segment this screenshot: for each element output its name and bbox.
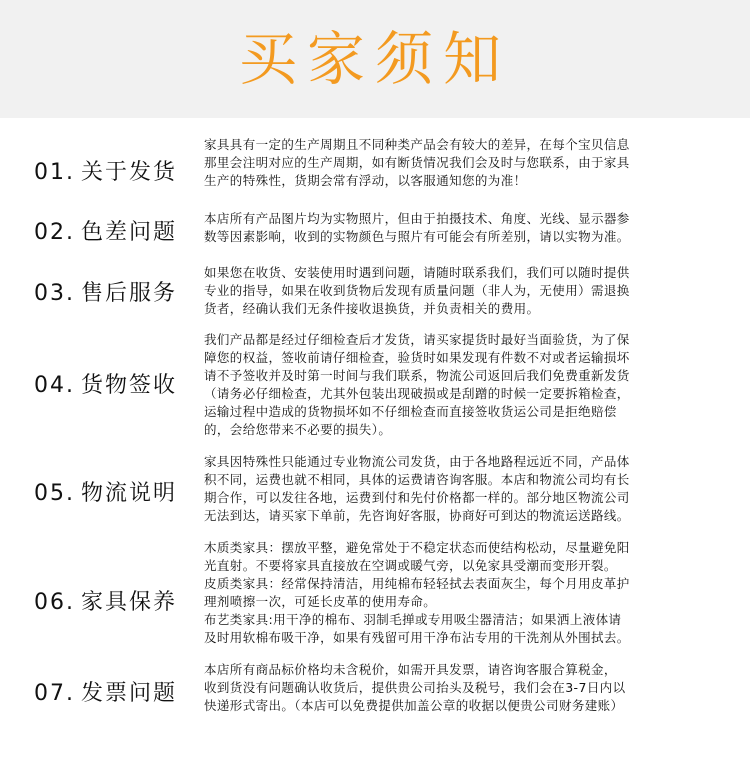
section-number: 04. (34, 373, 75, 398)
body-line: 本店所有产品图片均为实物照片，但由于拍摄技术、角度、光线、显示器参 (204, 211, 630, 226)
section-body (204, 539, 722, 647)
section-invoice (0, 656, 750, 724)
body-line: 数等因素影响，收到的实物颜色与照片有可能会有所差别，请以实物为准。 (204, 229, 630, 244)
body-line: 皮质类家具：经常保持清洁，用纯棉布轻轻拭去表面灰尘，每个月用皮革护 (204, 576, 630, 591)
body-line: 家具具有一定的生产周期且不同种类产品会有较大的差异，在每个宝贝信息 (204, 137, 630, 152)
body-line: 期合作，可以发往各地，运费到付和先付价格都一样的。部分地区物流公司 (204, 490, 630, 505)
section-body (204, 210, 722, 246)
section-after-sales (0, 258, 750, 320)
section-receipt (0, 328, 750, 440)
section-body (204, 661, 722, 715)
section-number: 03. (34, 281, 75, 306)
section-label (34, 368, 199, 399)
body-line: 家具因特殊性只能通过专业物流公司发货，由于各地路程远近不同，产品体 (204, 454, 630, 469)
body-line: 快递形式寄出。（本店可以免费提供加盖公章的收据以便贵公司财务建账） (204, 698, 624, 713)
page-title: 买家须知 (238, 25, 511, 93)
section-number: 06. (34, 590, 75, 615)
body-line: 及时用软棉布吸干净，如果有残留可用干净布沾专用的干洗剂从外围拭去。 (204, 630, 630, 645)
body-line: 那里会注明对应的生产周期，如有断货情况我们会及时与您联系，由于家具 (204, 155, 630, 170)
body-line: 运输过程中造成的货物损坏如不仔细检查而直接签收货运公司是拒绝赔偿 (204, 404, 617, 419)
section-number: 05. (34, 481, 75, 506)
section-title: 货物签收 (81, 373, 178, 398)
section-body (204, 136, 722, 190)
body-line: 木质类家具：摆放平整，避免常处于不稳定状态而使结构松动，尽量避免阳 (204, 540, 630, 555)
section-title: 家具保养 (81, 590, 178, 615)
body-line: 如果您在收货、安装使用时遇到问题，请随时联系我们，我们可以随时提供 (204, 265, 630, 280)
body-line: 收到货没有问题确认收货后，提供贵公司抬头及税号，我们会在3-7日内以 (204, 680, 626, 695)
section-number: 07. (34, 681, 75, 706)
body-line: 本店所有商品标价格均未含税价，如需开具发票，请咨询客服合算税金， (204, 662, 617, 677)
section-color-difference (0, 204, 750, 254)
body-line: 的，会给您带来不必要的损失）。 (204, 422, 392, 437)
section-title: 关于发货 (81, 160, 178, 185)
body-line: 货者，经确认我们无条件接收退换货，并负责相关的费用。 (204, 301, 540, 316)
body-line: 光直射。不要将家具直接放在空调或暖气旁，以免家具受潮而变形开裂。 (204, 558, 617, 573)
section-body (204, 453, 722, 525)
section-label (34, 276, 199, 307)
body-line: 我们产品都是经过仔细检查后才发货，请买家提货时最好当面验货，为了保 (204, 332, 630, 347)
body-line: 无法到达，请买家下单前，先咨询好客服，协商好可到达的物流运送路线。 (204, 508, 630, 523)
header-banner (0, 0, 750, 118)
body-line: 生产的特殊性，货期会常有浮动，以客服通知您的为准！ (204, 173, 527, 188)
body-line: 积不同，运费也就不相同，具体的运费请咨询客服。本店和物流公司均有长 (204, 472, 630, 487)
section-logistics (0, 448, 750, 528)
section-shipping (0, 126, 750, 196)
body-line: （请务必仔细检查，尤其外包装出现破损或是刮蹭的时候一定要拆箱检查， (204, 386, 630, 401)
body-line: 请不予签收并及时第一时间与我们联系，物流公司返回后我们免费重新发货 (204, 368, 630, 383)
section-label (34, 155, 199, 186)
section-title: 色差问题 (81, 220, 178, 245)
section-body (204, 331, 722, 439)
body-line: 理剂喷擦一次，可延长皮革的使用寿命。 (204, 594, 437, 609)
body-line: 布艺类家具:用干净的棉布、羽制毛掸或专用吸尘器清洁；如果洒上液体请 (204, 612, 622, 627)
section-maintenance (0, 536, 750, 650)
section-label (34, 215, 199, 246)
section-title: 发票问题 (81, 681, 178, 706)
section-title: 物流说明 (81, 481, 178, 506)
section-label (34, 476, 199, 507)
section-title: 售后服务 (81, 281, 178, 306)
body-line: 障您的权益，签收前请仔细检查，验货时如果发现有件数不对或者运输损坏 (204, 350, 630, 365)
section-number: 02. (34, 220, 75, 245)
section-label (34, 676, 199, 707)
section-body (204, 264, 722, 318)
section-number: 01. (34, 160, 75, 185)
body-line: 专业的指导，如果在收到货物后发现有质量问题（非人为，无使用）需退换 (204, 283, 630, 298)
section-label (34, 585, 199, 616)
